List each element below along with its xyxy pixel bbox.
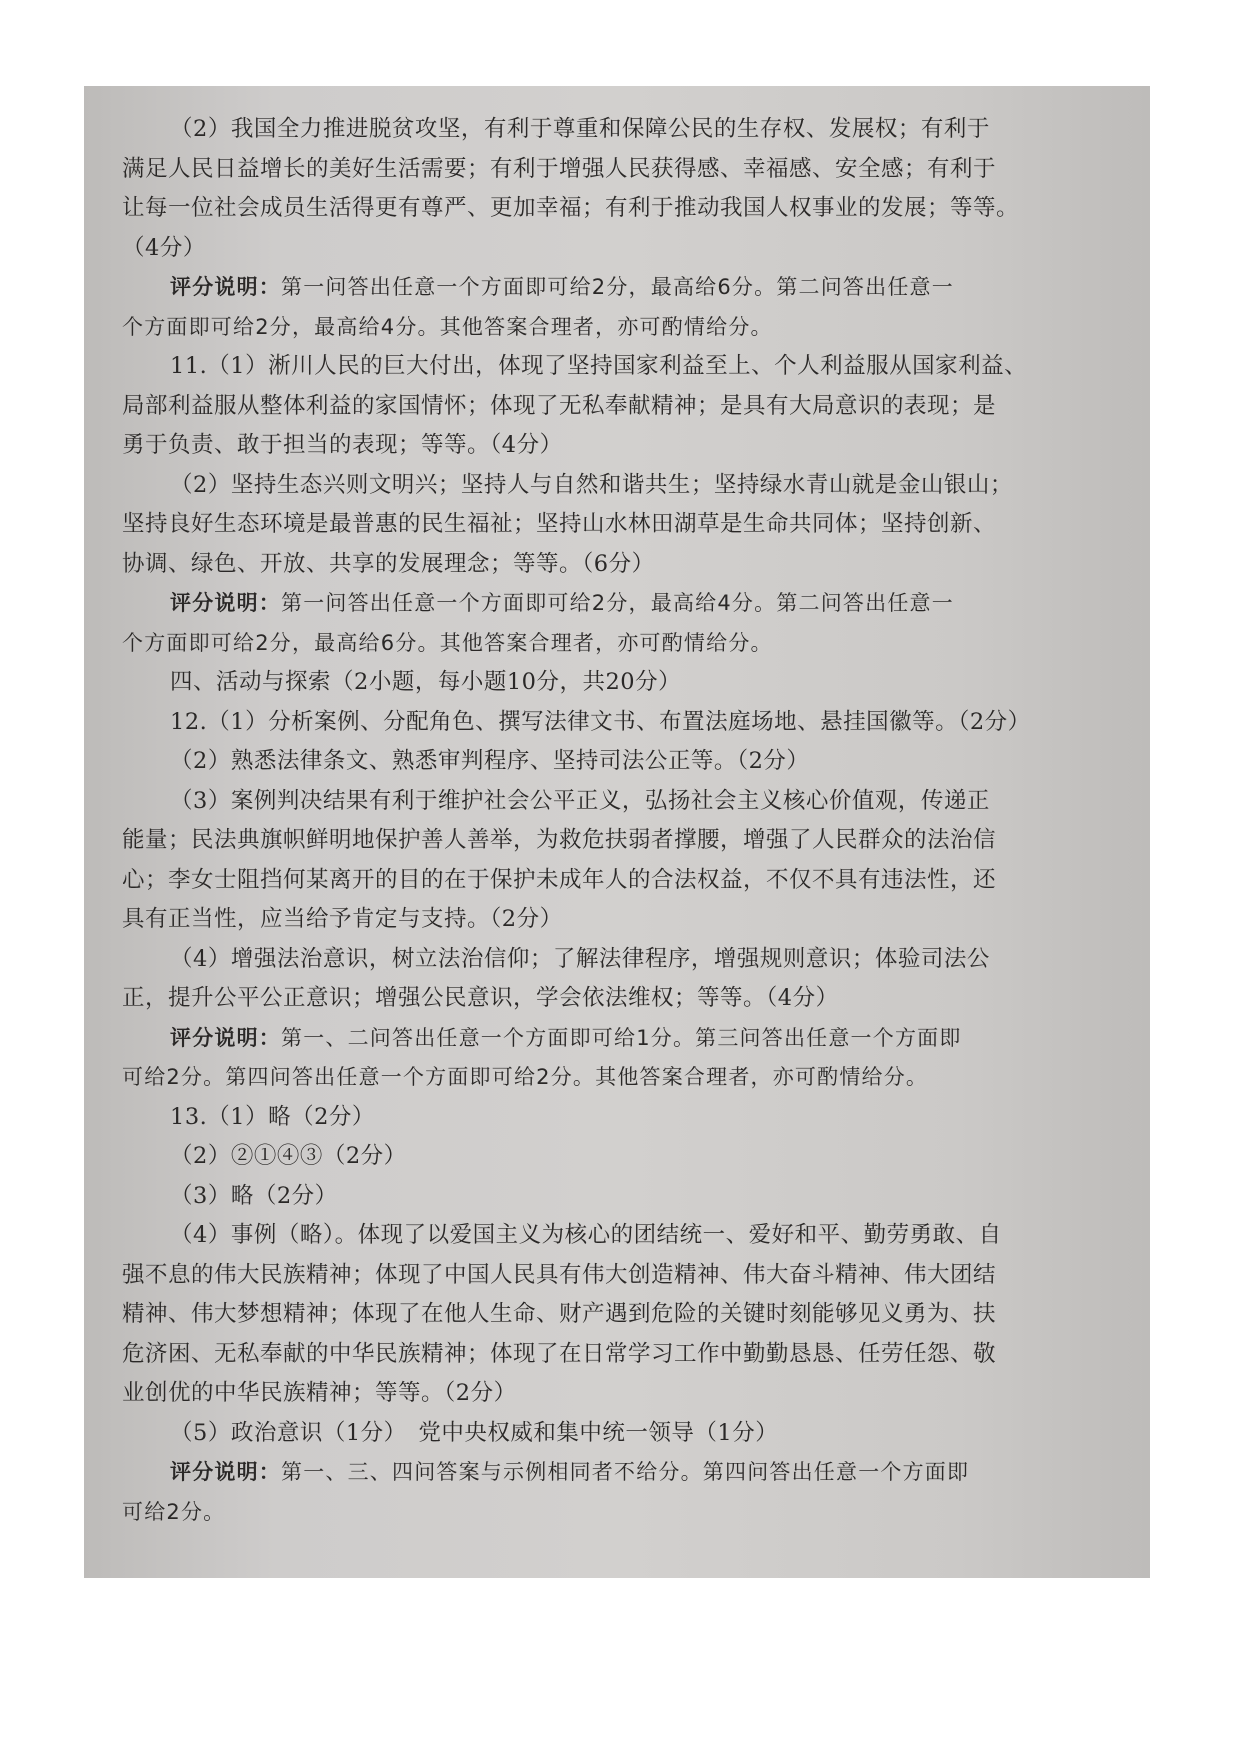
q12-part2: （2）熟悉法律条文、熟悉审判程序、坚持司法公正等。（2分） [170, 748, 810, 774]
scoring-note-text: 第一、三、四问答案与示例相同者不给分。第四问答出任意一个方面即 [281, 1460, 970, 1484]
q11-part2-line: 坚持良好生态环境是最普惠的民生福祉；坚持山水林田湖草是生命共同体；坚持创新、 [122, 511, 997, 537]
q10-part2-line: 让每一位社会成员生活得更有尊严、更加幸福；有利于推动我国人权事业的发展；等等。 [122, 195, 1020, 221]
q12-part1: 12.（1）分析案例、分配角色、撰写法律文书、布置法庭场地、悬挂国徽等。（2分） [170, 708, 1031, 735]
scoring-note-text: 第一、二问答出任意一个方面即可给1分。第三问答出任意一个方面即 [281, 1025, 962, 1050]
q11-part2-line: （2）坚持生态兴则文明兴；坚持人与自然和谐共生；坚持绿水青山就是金山银山； [170, 471, 1013, 498]
q10-part2-line: 满足人民日益增长的美好生活需要；有利于增强人民获得感、幸福感、安全感；有利于 [122, 155, 997, 182]
q13-part3: （3）略（2分） [170, 1182, 338, 1209]
scoring-note-text: 可给2分。第四问答出任意一个方面即可给2分。其他答案合理者，亦可酌情给分。 [122, 1065, 929, 1089]
q11-part1 [122, 347, 1094, 466]
q12-part4-line: 正，提升公平公正意识；增强公民意识，学会依法维权；等等。（4分） [122, 985, 839, 1011]
q11-part2 [122, 466, 1094, 585]
q13-part4-line: （4）事例（略）。体现了以爱国主义为核心的团结统一、爱好和平、勤劳勇敢、自 [170, 1222, 1002, 1248]
scoring-note-text: 第一问答出任意一个方面即可给2分，最高给6分。第二问答出任意一 [281, 275, 954, 299]
q12-part3 [122, 782, 1094, 940]
q11-part1-line: 11.（1）淅川人民的巨大付出，体现了坚持国家利益至上、个人利益服从国家利益、 [170, 353, 1028, 379]
q10-part2-line: （4分） [122, 234, 206, 261]
q13-scoring-note [122, 1453, 1094, 1532]
q13-part4 [122, 1216, 1094, 1414]
scoring-note-label: 评分说明： [170, 1460, 281, 1484]
q12-part4-line: （4）增强法治意识，树立法治信仰；了解法律程序，增强规则意识；体验司法公 [170, 945, 990, 972]
q10-part2 [122, 110, 1094, 268]
q11-part1-line: 勇于负责、敢于担当的表现；等等。（4分） [122, 432, 563, 458]
q12-scoring-note [122, 1019, 1094, 1098]
q12-part3-line: （3）案例判决结果有利于维护社会公平正义，弘扬社会主义核心价值观，传递正 [170, 787, 990, 814]
scoring-note-text: 第一问答出任意一个方面即可给2分，最高给4分。第二问答出任意一 [281, 591, 954, 615]
q11-scoring-note [122, 584, 1094, 663]
scoring-note-text: 可给2分。 [122, 1499, 226, 1524]
scoring-note-label: 评分说明： [170, 1025, 281, 1050]
scanned-answer-page [84, 86, 1150, 1578]
q13-part5: （5）政治意识（1分） 党中央权威和集中统一领导（1分） [170, 1419, 779, 1446]
q13-part4-line: 强不息的伟大民族精神；体现了中国人民具有伟大创造精神、伟大奋斗精神、伟大团结 [122, 1261, 997, 1288]
q13-part4-line: 业创优的中华民族精神；等等。（2分） [122, 1380, 517, 1406]
q13-part4-line: 危济困、无私奉献的中华民族精神；体现了在日常学习工作中勤勤恳恳、任劳任怨、敬 [122, 1340, 997, 1367]
section-heading: 四、活动与探索（2小题，每小题10分，共20分） [170, 669, 682, 695]
q11-part2-line: 协调、绿色、开放、共享的发展理念；等等。（6分） [122, 550, 655, 577]
q13-part2: （2）②①④③（2分） [170, 1143, 407, 1169]
q12-part3-line: 具有正当性，应当给予肯定与支持。（2分） [122, 906, 563, 932]
q12-part4 [122, 940, 1094, 1019]
q13-part1: 13.（1）略（2分） [170, 1103, 375, 1130]
q12-part3-line: 能量；民法典旗帜鲜明地保护善人善举，为救危扶弱者撑腰，增强了人民群众的法治信 [122, 827, 997, 853]
q12-part3-line: 心；李女士阻挡何某离开的目的在于保护未成年人的合法权益，不仅不具有违法性，还 [122, 866, 997, 893]
q11-part1-line: 局部利益服从整体利益的家国情怀；体现了无私奉献精神；是具有大局意识的表现；是 [122, 392, 997, 419]
scoring-note-label: 评分说明： [170, 275, 281, 299]
scoring-note-text: 个方面即可给2分，最高给4分。其他答案合理者，亦可酌情给分。 [122, 314, 773, 339]
scoring-note-label: 评分说明： [170, 591, 281, 615]
scoring-note-text: 个方面即可给2分，最高给6分。其他答案合理者，亦可酌情给分。 [122, 630, 773, 655]
q10-scoring-note [122, 268, 1094, 347]
q13-part4-line: 精神、伟大梦想精神；体现了在他人生命、财产遇到危险的关键时刻能够见义勇为、扶 [122, 1301, 997, 1327]
q10-part2-line: （2）我国全力推进脱贫攻坚，有利于尊重和保障公民的生存权、发展权；有利于 [170, 116, 990, 142]
